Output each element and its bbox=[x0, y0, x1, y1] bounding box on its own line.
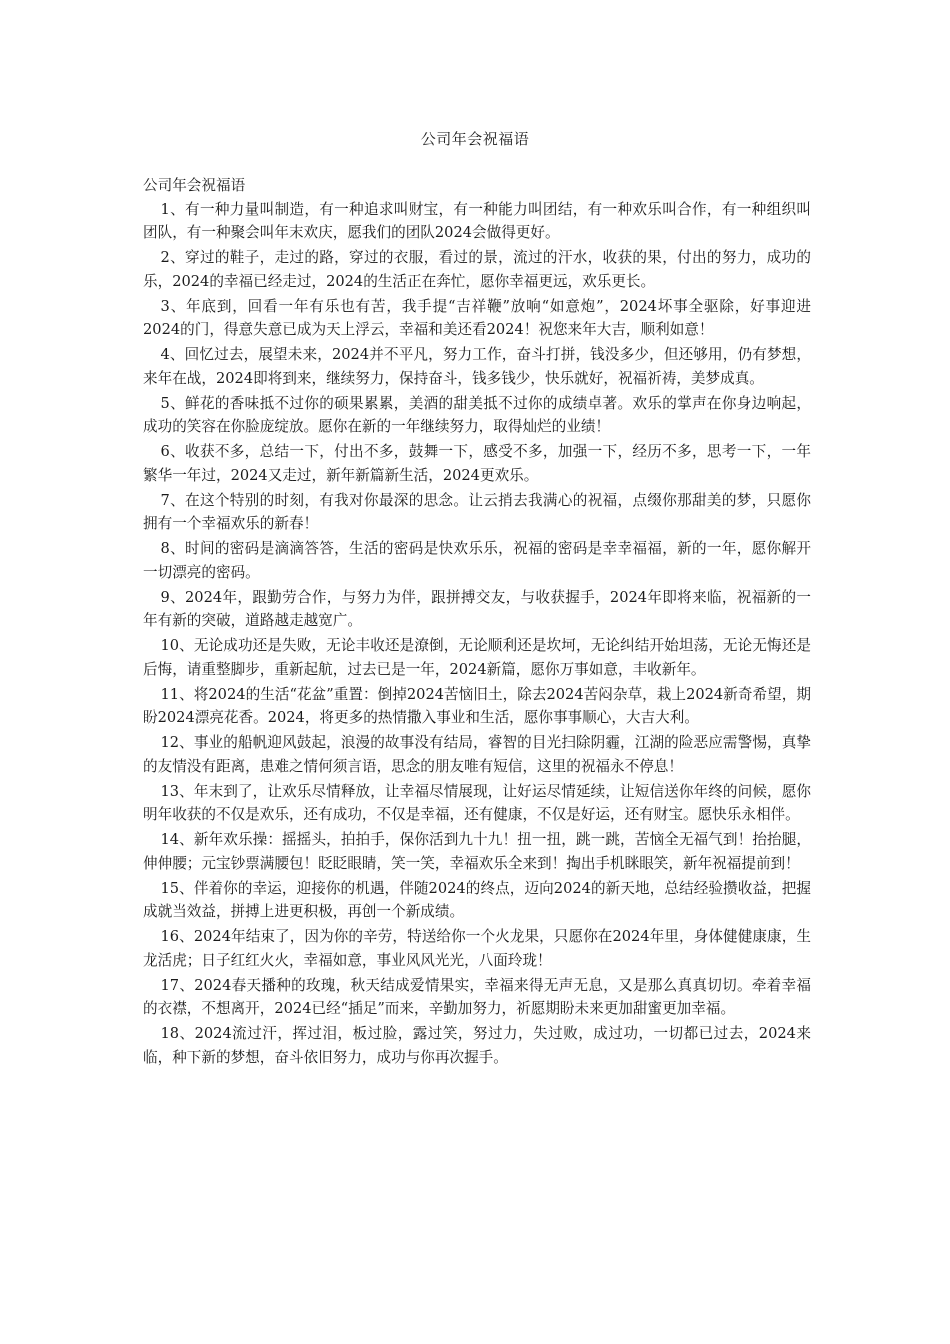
paragraph-1: 1、有一种力量叫制造，有一种追求叫财宝，有一种能力叫团结，有一种欢乐叫合作，有一种组织叫团队，有一种聚会叫年末欢庆，愿我们的团队2024会做得更好。 bbox=[143, 200, 811, 241]
paragraph-3: 3、年底到，回看一年有乐也有苦，我手提“吉祥鞭”放响“如意炮”，2024坏事全驱除，好事迎进2024的门，得意失意已成为天上浮云，幸福和美还看2024！祝您来年大吉，顺利如意！ bbox=[143, 297, 811, 338]
paragraph-2: 2、穿过的鞋子，走过的路，穿过的衣服，看过的景，流过的汗水，收获的果，付出的努力，成功的乐，2024的幸福已经走过，2024的生活正在奔忙，愿你幸福更远，欢乐更长。 bbox=[143, 249, 811, 290]
paragraph-10: 10、无论成功还是失败，无论丰收还是潦倒，无论顺利还是坎坷，无论纠结开始坦荡，无论无悔还是后悔，请重整脚步，重新起航，过去已是一年，2024新篇，愿你万事如意，丰收新年。 bbox=[143, 637, 811, 678]
document-body bbox=[143, 174, 811, 1071]
paragraph-18: 18、2024流过汗，挥过泪，板过脸，露过笑，努过力，失过败，成过功，一切都已过去，2024来临，种下新的梦想，奋斗依旧努力，成功与你再次握手。 bbox=[143, 1025, 811, 1066]
paragraph-13: 13、年末到了，让欢乐尽情释放，让幸福尽情展现，让好运尽情延续，让短信送你年终的问候，愿你明年收获的不仅是欢乐，还有成功，不仅是幸福，还有健康，不仅是好运，还有财宝。愿快乐永相伴。 bbox=[143, 782, 811, 823]
document-subtitle: 公司年会祝福语 bbox=[143, 177, 246, 194]
paragraph-6: 6、收获不多，总结一下，付出不多，鼓舞一下，感受不多，加强一下，经历不多，思考一下，一年繁华一年过，2024又走过，新年新篇新生活，2024更欢乐。 bbox=[143, 443, 811, 484]
paragraph-12: 12、事业的船帆迎风鼓起，浪漫的故事没有结局，睿智的目光扫除阴霾，江湖的险恶应需警惕，真挚的友情没有距离，患难之情何须言语，思念的朋友唯有短信，这里的祝福永不停息！ bbox=[143, 734, 811, 775]
paragraph-8: 8、时间的密码是滴滴答答，生活的密码是快欢乐乐，祝福的密码是幸幸福福，新的一年，愿你解开一切漂亮的密码。 bbox=[143, 540, 811, 581]
paragraph-9: 9、2024年，跟勤劳合作，与努力为伴，跟拼搏交友，与收获握手，2024年即将来临，祝福新的一年有新的突破，道路越走越宽广。 bbox=[143, 588, 811, 629]
paragraph-4: 4、回忆过去，展望未来，2024并不平凡，努力工作，奋斗打拼，钱没多少，但还够用，仍有梦想，来年在战，2024即将到来，继续努力，保持奋斗，钱多钱少，快乐就好，祝福祈祷，美梦成真。 bbox=[143, 346, 811, 387]
paragraph-5: 5、鲜花的香味抵不过你的硕果累累，美酒的甜美抵不过你的成绩卓著。欢乐的掌声在你身边响起，成功的笑容在你脸庞绽放。愿你在新的一年继续努力，取得灿烂的业绩！ bbox=[143, 394, 811, 435]
paragraph-14: 14、新年欢乐操：摇摇头，拍拍手，保你活到九十九！扭一扭，跳一跳，苦恼全无福气到！抬抬腿，伸伸腰；元宝钞票满腰包！眨眨眼睛，笑一笑，幸福欢乐全来到！掏出手机眯眼笑，新年祝福提前到！ bbox=[143, 831, 811, 872]
document-title: 公司年会祝福语 bbox=[420, 130, 530, 148]
paragraph-11: 11、将2024的生活“花盆”重置：倒掉2024苦恼旧土，除去2024苦闷杂草，栽上2024新奇希望，期盼2024漂亮花香。2024，将更多的热情撒入事业和生活，愿你事事顺心，大吉大利。 bbox=[143, 685, 811, 726]
paragraph-17: 17、2024春天播种的玫瑰，秋天结成爱情果实，幸福来得无声无息，又是那么真真切切。牵着幸福的衣襟，不想离开，2024已经“插足”而来，辛勤加努力，祈愿期盼未来更加甜蜜更加幸福。 bbox=[143, 976, 811, 1017]
paragraph-16: 16、2024年结束了，因为你的辛劳，特送给你一个火龙果，只愿你在2024年里，身体健健康康，生龙活虎；日子红红火火，幸福如意，事业风风光光，八面玲珑！ bbox=[143, 928, 811, 969]
paragraph-7: 7、在这个特别的时刻，有我对你最深的思念。让云捎去我满心的祝福，点缀你那甜美的梦，只愿你拥有一个幸福欢乐的新春！ bbox=[143, 491, 811, 532]
paragraph-15: 15、伴着你的幸运，迎接你的机遇，伴随2024的终点，迈向2024的新天地，总结经验攒收益，把握成就当效益，拼搏上进更积极，再创一个新成绩。 bbox=[143, 879, 811, 920]
